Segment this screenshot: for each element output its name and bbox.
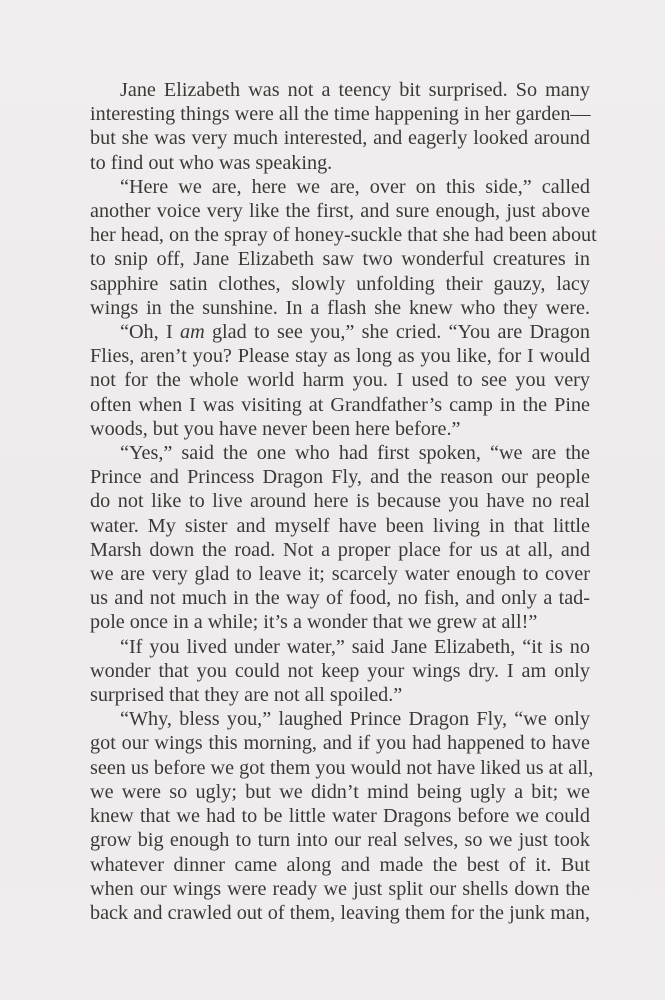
text-line: water. My sister and myself have been living in that little (90, 514, 590, 537)
paragraph-1 (90, 78, 590, 175)
text-line: another voice very like the first, and sure enough, just above (90, 200, 590, 223)
text-line: to find out who was speaking. (90, 151, 333, 174)
text-line: seen us before we got them you would not have liked us at all, (90, 756, 594, 779)
text-line: we were so ugly; but we didn’t mind being ugly a bit; we (90, 780, 590, 803)
paragraph-3 (90, 320, 590, 441)
text-line: interesting things were all the time happening in her garden— (90, 103, 591, 126)
text-line: got our wings this morning, and if you had happened to have (90, 732, 590, 755)
text-line: not for the whole world harm you. I used to see you very (90, 369, 590, 392)
paragraph-4 (90, 441, 590, 635)
paragraph-2 (90, 175, 597, 320)
text-line: “Here we are, here we are, over on this side,” called (120, 175, 590, 198)
text-line: grow big enough to turn into our real selves, so we just took (90, 829, 590, 852)
body-text (90, 78, 597, 925)
text-line: surprised that they are not all spoiled.” (90, 684, 403, 707)
text-line: back and crawled out of them, leaving them for the junk man, (90, 901, 590, 924)
text-line: “If you lived under water,” said Jane Elizabeth, “it is no (120, 635, 590, 658)
text-line: Flies, aren’t you? Please stay as long as you like, for I would (90, 345, 590, 368)
text-line: Jane Elizabeth was not a teency bit surprised. So many (120, 79, 590, 101)
text-line: sapphire satin clothes, slowly unfolding their gauzy, lacy (90, 272, 590, 295)
emphasis-text: am (179, 321, 205, 344)
text-line: whatever dinner came along and made the best of it. But (90, 853, 590, 876)
text-line: do not like to live around here is because you have no real (90, 490, 590, 513)
text-line: her head, on the spray of honey-suckle that she had been about (90, 224, 597, 247)
text-run: glad to see you,” she cried. “You are Dragon (204, 321, 590, 344)
text-line: woods, but you have never been here before.” (90, 417, 461, 440)
text-line: but she was very much interested, and eagerly looked around (90, 127, 590, 150)
text-line: knew that we had to be little water Dragons before we could (90, 805, 590, 828)
text-line: wonder that you could not keep your wings dry. I am only (90, 659, 590, 682)
text-run: “Oh, I (120, 321, 180, 344)
text-line: we are very glad to leave it; scarcely water enough to cover (90, 563, 590, 586)
text-line: to snip off, Jane Elizabeth saw two wonderful creatures in (90, 248, 590, 271)
text-line: pole once in a while; it’s a wonder that we grew at all!” (90, 611, 538, 634)
text-line (90, 320, 590, 344)
text-line: when our wings were ready we just split our shells down the (90, 877, 590, 900)
text-line: Prince and Princess Dragon Fly, and the reason our people (90, 466, 590, 489)
text-line: “Yes,” said the one who had first spoken, “we are the (120, 442, 590, 465)
paragraph-5 (90, 635, 590, 708)
text-line: Marsh down the road. Not a proper place for us at all, and (90, 538, 590, 561)
text-line: wings in the sunshine. In a flash she knew who they were. (90, 296, 590, 319)
text-line: “Why, bless you,” laughed Prince Dragon Fly, “we only (120, 708, 590, 731)
text-line: often when I was visiting at Grandfather’s camp in the Pine (90, 393, 590, 416)
paragraph-6 (90, 707, 594, 925)
text-line: us and not much in the way of food, no fish, and only a tad- (90, 587, 590, 610)
